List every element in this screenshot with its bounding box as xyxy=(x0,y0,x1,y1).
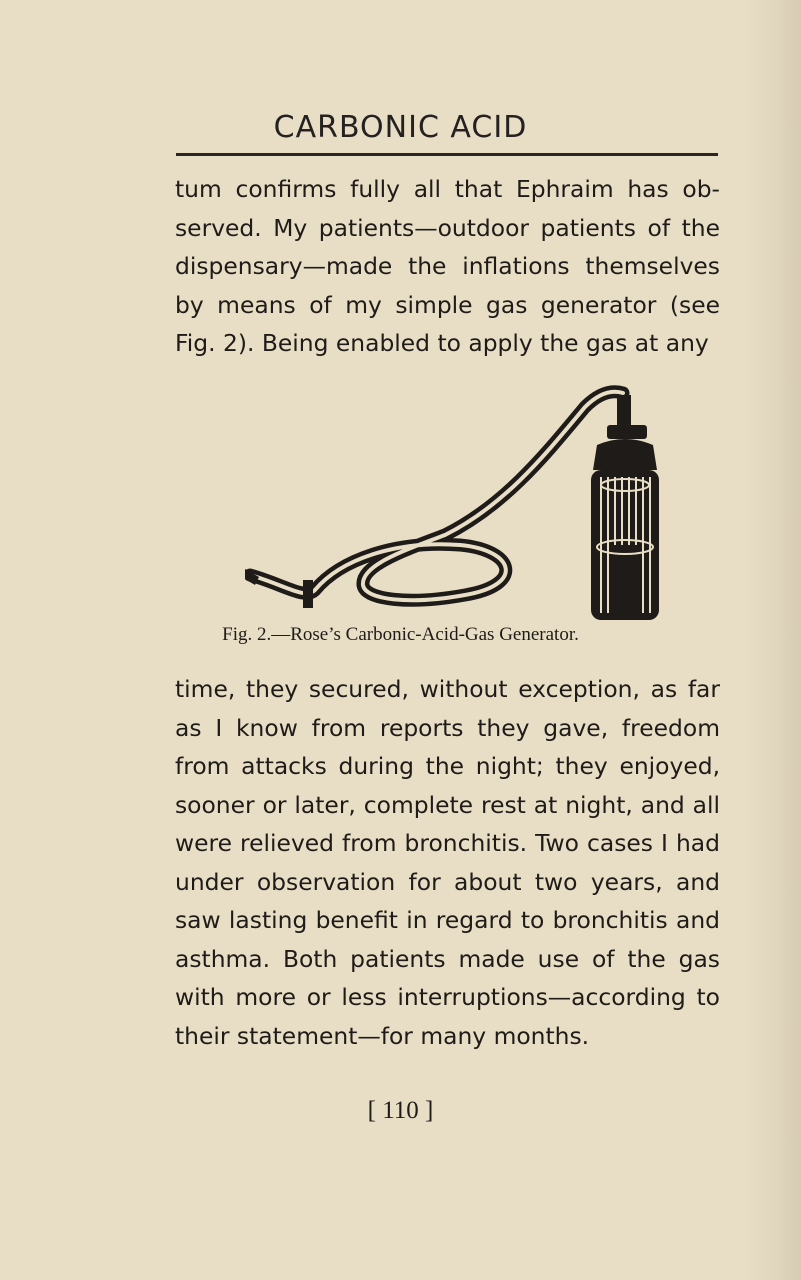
header-rule xyxy=(176,153,718,156)
paragraph-top xyxy=(175,170,720,363)
paragraph-bottom-text: time, they secured, without exception, as far as I know from reports they gave, freedom from attacks during the night; they enjoyed, sooner or later, complete rest at night, and all were relieved from bronchitis. Two cases I had under observation for about two years, and saw lasting benefit in regard to bronchitis and asthma. Both patients made use of the gas with more or less interruptions—according to their statement—for many months. xyxy=(175,675,720,1050)
gas-generator-illustration xyxy=(245,385,685,625)
page-number: [ 110 ] xyxy=(367,1097,434,1124)
paragraph-bottom xyxy=(175,670,720,1055)
gas-generator-icon xyxy=(245,385,685,625)
paragraph-top-text: tum confirms fully all that Ephraim has ob-served. My patients—outdoor patients of the dispensary—made the inflations themselves by means of my simple gas generator (see Fig. 2). Being enabled to apply the gas at any xyxy=(175,175,720,357)
running-head: CARBONIC ACID xyxy=(273,110,528,145)
figure-caption: Fig. 2.—Rose’s Carbonic-Acid-Gas Generator. xyxy=(222,624,579,645)
